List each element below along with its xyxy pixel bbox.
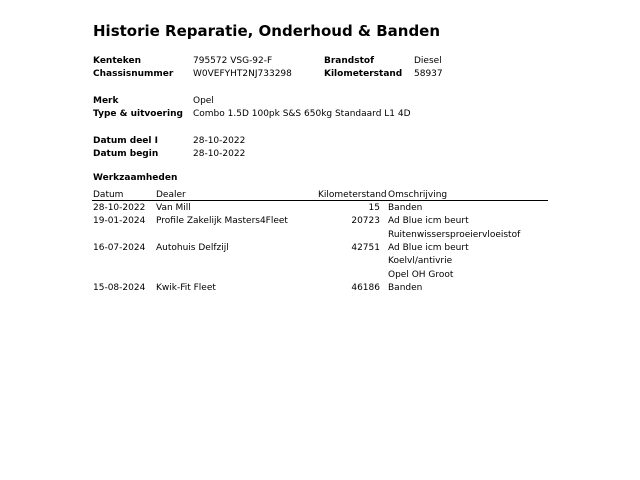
merk-label: Merk <box>93 96 119 106</box>
header-divider <box>92 200 548 201</box>
row-3-omschrijving-2: Koelvl/antivrie <box>388 256 453 266</box>
brandstof-label: Brandstof <box>324 56 374 66</box>
row-1-datum: 28-10-2022 <box>93 203 146 213</box>
row-4-dealer: Kwik-Fit Fleet <box>156 283 216 293</box>
datum-begin-value: 28-10-2022 <box>193 149 246 159</box>
row-4-datum: 15-08-2024 <box>93 283 146 293</box>
type-value: Combo 1.5D 100pk S&S 650kg Standaard L1 4D <box>193 109 411 119</box>
merk-value: Opel <box>193 96 214 106</box>
kenteken-label: Kenteken <box>93 56 141 66</box>
row-1-kilometerstand: 15 <box>368 203 380 213</box>
row-3-kilometerstand: 42751 <box>351 243 380 253</box>
row-2-dealer: Profile Zakelijk Masters4Fleet <box>156 216 288 226</box>
datum-deel1-label: Datum deel I <box>93 136 158 146</box>
werkzaamheden-heading: Werkzaamheden <box>93 173 178 183</box>
datum-begin-label: Datum begin <box>93 149 159 159</box>
row-2-omschrijving-1: Ad Blue icm beurt <box>388 216 469 226</box>
page-title: Historie Reparatie, Onderhoud & Banden <box>93 22 441 40</box>
brandstof-value: Diesel <box>414 56 442 66</box>
column-header-dealer: Dealer <box>156 190 186 200</box>
kilometerstand-value: 58937 <box>414 69 443 79</box>
row-1-omschrijving-1: Banden <box>388 203 423 213</box>
row-3-omschrijving-1: Ad Blue icm beurt <box>388 243 469 253</box>
row-4-kilometerstand: 46186 <box>351 283 380 293</box>
chassis-value: W0VEFYHT2NJ733298 <box>193 69 292 79</box>
row-2-omschrijving-2: Ruitenwissersproeiervloeistof <box>388 230 521 240</box>
type-label: Type & uitvoering <box>93 109 183 119</box>
row-2-datum: 19-01-2024 <box>93 216 146 226</box>
column-header-omschrijving: Omschrijving <box>388 190 448 200</box>
kenteken-value: 795572 VSG-92-F <box>193 56 273 66</box>
row-3-dealer: Autohuis Delfzijl <box>156 243 229 253</box>
chassis-label: Chassisnummer <box>93 69 174 79</box>
row-2-kilometerstand: 20723 <box>351 216 380 226</box>
column-header-kilometerstand: Kilometerstand <box>318 190 387 200</box>
row-3-omschrijving-3: Opel OH Groot <box>388 270 454 280</box>
row-3-datum: 16-07-2024 <box>93 243 146 253</box>
datum-deel1-value: 28-10-2022 <box>193 136 246 146</box>
row-1-dealer: Van Mill <box>156 203 191 213</box>
kilometerstand-label: Kilometerstand <box>324 69 403 79</box>
column-header-datum: Datum <box>93 190 124 200</box>
row-4-omschrijving-1: Banden <box>388 283 423 293</box>
